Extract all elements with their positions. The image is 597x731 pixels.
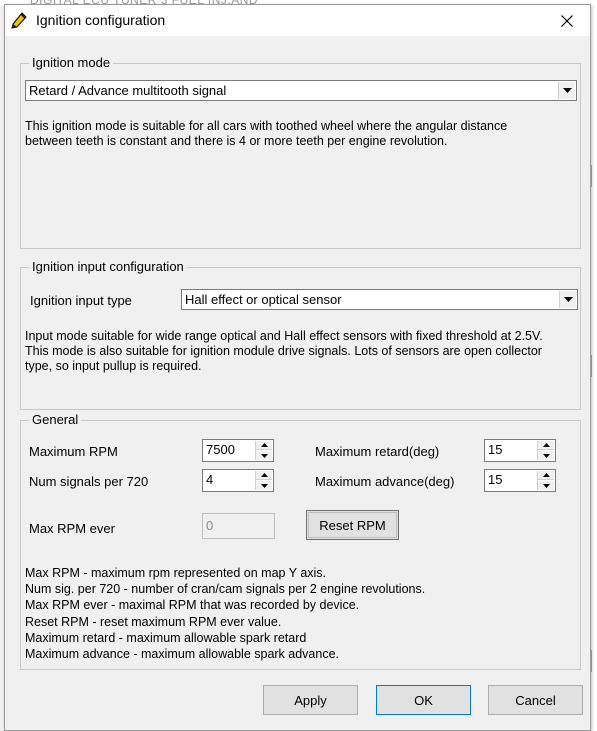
reset-rpm-button[interactable]: Reset RPM	[306, 510, 399, 540]
max-rpm-spinner[interactable]	[202, 439, 274, 462]
max-retard-label: Maximum retard(deg)	[315, 444, 440, 459]
max-rpm-up-button[interactable]	[256, 441, 272, 450]
arrow-up-icon	[261, 443, 268, 447]
max-retard-value: 15	[488, 442, 503, 457]
chevron-down-icon	[564, 297, 573, 302]
max-advance-spinner[interactable]	[484, 469, 556, 492]
general-group	[20, 412, 581, 670]
ignition-mode-group	[20, 55, 581, 249]
edge-tick	[591, 165, 592, 187]
ignition-mode-dropdown-button[interactable]	[558, 82, 575, 99]
num-signals-down-button[interactable]	[256, 481, 272, 490]
input-config-group	[20, 259, 581, 410]
arrow-up-icon	[543, 473, 550, 477]
input-type-value: Hall effect or optical sensor	[185, 292, 342, 307]
general-help-text: Max RPM - maximum rpm represented on map Y axis. Num sig. per 720 - number of cran/cam signals per 2 engine revolutions. Max RPM ever - maximal RPM that was recorded by device. Reset RPM - reset maximum RPM ever value. Maximum retard - maximum allowable spark retard Maximum advance - maximum allowable spark advance.	[25, 566, 426, 662]
ok-button[interactable]: OK	[376, 685, 471, 715]
input-type-dropdown-button[interactable]	[559, 291, 576, 308]
edge-tick	[591, 355, 592, 377]
max-retard-spinner[interactable]	[484, 439, 556, 462]
input-config-description: Input mode suitable for wide range optical and Hall effect sensors with fixed threshold at 2.5V. This mode is also suitable for ignition module drive signals. Lots of sensors are open collector type, so input pullup is required.	[25, 329, 543, 373]
arrow-up-icon	[543, 443, 550, 447]
apply-button[interactable]: Apply	[263, 685, 358, 715]
arrow-down-icon	[261, 454, 268, 458]
ignition-mode-value: Retard / Advance multitooth signal	[29, 83, 227, 98]
chevron-down-icon	[563, 88, 572, 93]
max-advance-value: 15	[488, 472, 503, 487]
edge-tick	[591, 650, 592, 672]
close-icon	[561, 15, 573, 27]
num-signals-up-button[interactable]	[256, 471, 272, 480]
ignition-mode-select[interactable]	[25, 80, 577, 101]
max-rpm-ever-field	[202, 513, 275, 539]
pencil-icon	[9, 10, 29, 30]
num-signals-value: 4	[206, 472, 214, 487]
max-rpm-ever-label: Max RPM ever	[29, 521, 115, 536]
num-signals-label: Num signals per 720	[29, 474, 149, 489]
general-legend: General	[29, 412, 81, 428]
ignition-mode-description: This ignition mode is suitable for all cars with toothed wheel where the angular distance between teeth is constant and there is 4 or more teeth per engine revolution.	[25, 119, 508, 148]
arrow-down-icon	[543, 454, 550, 458]
cancel-button[interactable]: Cancel	[488, 685, 583, 715]
input-type-label: Ignition input type	[30, 293, 132, 308]
input-config-legend: Ignition input configuration	[29, 259, 187, 275]
max-rpm-label: Maximum RPM	[29, 444, 118, 459]
arrow-down-icon	[543, 484, 550, 488]
num-signals-spinner[interactable]	[202, 469, 274, 492]
max-retard-down-button[interactable]	[538, 451, 554, 460]
arrow-up-icon	[261, 473, 268, 477]
max-retard-up-button[interactable]	[538, 441, 554, 450]
close-button[interactable]	[544, 5, 590, 36]
arrow-down-icon	[261, 484, 268, 488]
max-rpm-ever-value: 0	[206, 518, 214, 533]
max-advance-label: Maximum advance(deg)	[315, 474, 455, 489]
max-advance-up-button[interactable]	[538, 471, 554, 480]
title-bar	[5, 5, 590, 36]
window-title: Ignition configuration	[36, 12, 166, 28]
input-type-select[interactable]	[181, 289, 578, 310]
max-rpm-value: 7500	[206, 442, 235, 457]
ignition-config-dialog	[4, 4, 591, 731]
max-rpm-down-button[interactable]	[256, 451, 272, 460]
max-advance-down-button[interactable]	[538, 481, 554, 490]
ignition-mode-legend: Ignition mode	[29, 55, 113, 71]
